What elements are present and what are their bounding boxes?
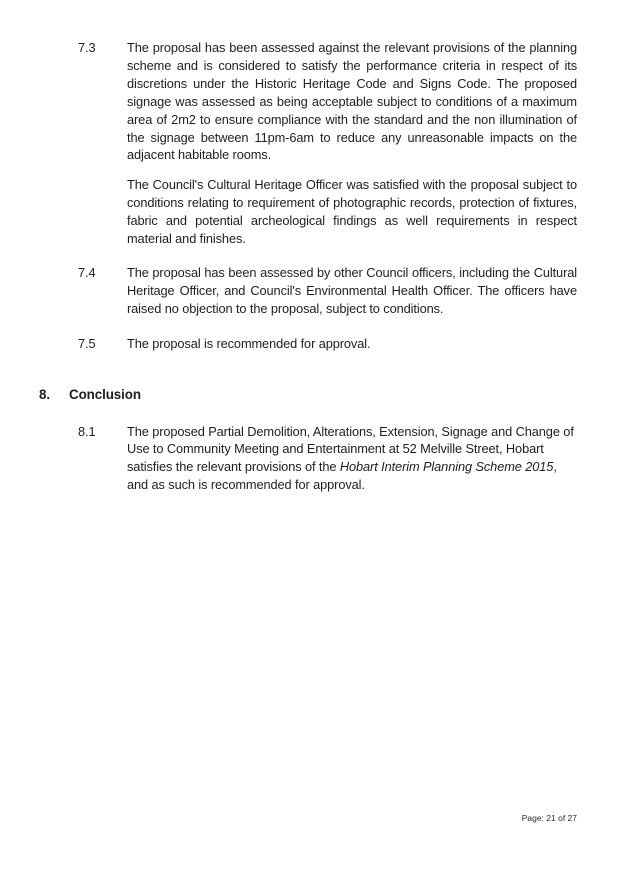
clause-7-3-paragraph-1: The proposal has been assessed against the relevant provisions of the planning scheme and is considered to satisfy the performance criteria in respect of its discretions under the Historic Heritage Code and Signs Code. The proposed signage was assessed as being acceptable subject to conditions of a maximum area of 2m2 to ensure compliance with the standard and the non illumination of the signage between 11pm-6am to reduce any unreasonable impacts on the adjacent habitable rooms. xyxy=(127,40,577,163)
clause-7-4 xyxy=(78,264,622,318)
clause-8-1-body xyxy=(127,423,577,495)
clause-7-5 xyxy=(78,335,622,353)
clause-7-3 xyxy=(78,39,622,248)
clause-8-1-paragraph xyxy=(127,423,577,495)
text-segment: The proposed Partial Demolition, Alterations, Extension, Signage and Change of Use to Community Meeting and Entertainment at 52 Melville Street, Hobart satisfies the relevant provisions of the xyxy=(127,423,574,475)
clause-7-4-number: 7.4 xyxy=(78,264,96,280)
clause-7-3-body xyxy=(127,39,577,248)
clause-7-4-body xyxy=(127,264,577,318)
clause-7-3-paragraph-2: The Council's Cultural Heritage Officer was satisfied with the proposal subject to conditions relating to requirement of photographic records, protection of fixtures, fabric and potential archeological findings as well requirements in respect material and finishes. xyxy=(127,177,577,247)
clause-7-5-paragraph: The proposal is recommended for approval. xyxy=(127,335,371,351)
clause-7-5-number: 7.5 xyxy=(78,335,96,351)
planning-scheme-title-italic: Hobart Interim Planning Scheme 2015 xyxy=(339,459,554,475)
clause-8-1 xyxy=(78,423,622,495)
section-8-number: 8. xyxy=(39,386,50,402)
section-8-title: Conclusion xyxy=(69,386,141,402)
page-number-label: Page: 21 of 27 xyxy=(521,813,577,823)
text-segment: , and as such is recommended for approval. xyxy=(127,459,557,493)
clause-7-3-number: 7.3 xyxy=(78,40,96,55)
clause-7-5-body xyxy=(127,335,577,353)
clause-8-1-number: 8.1 xyxy=(78,423,96,439)
section-8-heading xyxy=(39,386,622,404)
clause-7-4-paragraph: The proposal has been assessed by other Council officers, including the Cultural Heritage Officer, and Council's Environmental Health Officer. The officers have raised no objection to the proposal, subject to conditions. xyxy=(127,264,577,316)
